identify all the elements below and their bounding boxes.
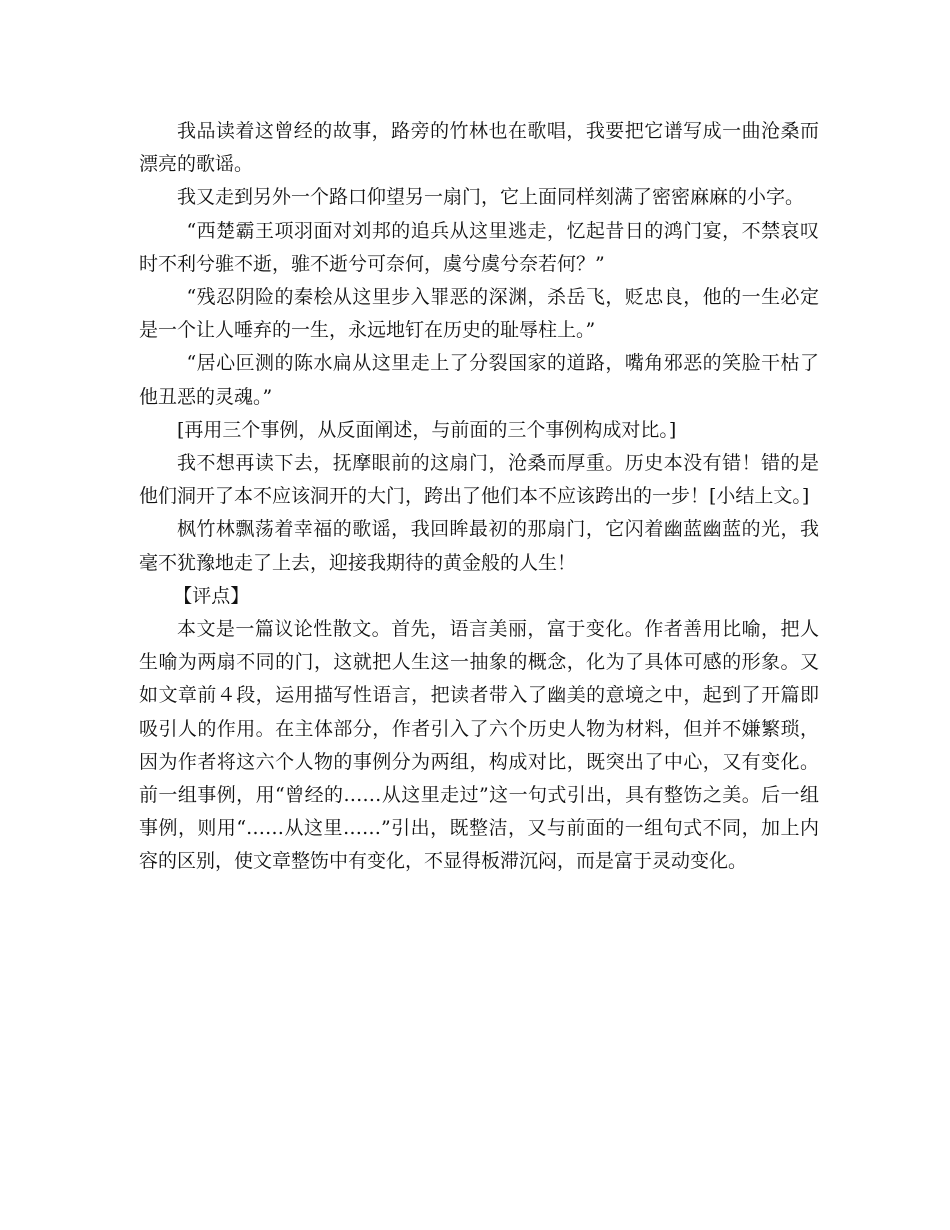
quote-chen-shuibian: “居心叵测的陈水扁从这里走上了分裂国家的道路，嘴角邪恶的笑脸干枯了他丑恶的灵魂。” [139,352,819,408]
annotation-contrast: [再用三个事例，从反面阐述，与前面的三个事例构成对比。] [177,418,677,441]
quote-qin-hui: “残忍阴险的秦桧从这里步入罪恶的深渊，杀岳飞，贬忠良，他的一生必定是一个让人唾弃的一生，永远地钉在历史的耻辱柱上。” [139,286,819,342]
paragraph-another-door: 我又走到另外一个路口仰望另一扇门，它上面同样刻满了密密麻麻的小字。 [177,186,805,209]
commentary-body: 本文是一篇议论性散文。首先，语言美丽，富于变化。作者善用比喻，把人生喻为两扇不同的门，这就把人生这一抽象的概念，化为了具体可感的形象。又如文章前４段，运用描写性语言，把读者带入了幽美的意境之中，起到了开篇即吸引人的作用。在主体部分，作者引入了六个历史人物为材料，但并不嫌繁琐，因为作者将这六个人物的事例分为两组，构成对比，既突出了中心，又有变化。前一组事例，用“曾经的……从这里走过”这一句式引出，具有整饬之美。后一组事例，则用“……从这里……”引出，既整洁，又与前面的一组句式不同，加上内容的区别，使文章整饬中有变化，不显得板滞沉闷，而是富于灵动变化。 [139,618,819,873]
document-body [139,115,819,879]
paragraph-song-of-bamboo: 我品读着这曾经的故事，路旁的竹林也在歌唱，我要把它谱写成一曲沧桑而漂亮的歌谣。 [139,120,819,176]
paragraph-golden-life: 枫竹林飘荡着幸福的歌谣，我回眸最初的那扇门，它闪着幽蓝幽蓝的光，我毫不犹豫地走了上去，迎接我期待的黄金般的人生！ [139,518,819,574]
quote-xiang-yu: “西楚霸王项羽面对刘邦的追兵从这里逃走，忆起昔日的鸿门宴，不禁哀叹时不利兮骓不逝，骓不逝兮可奈何，虞兮虞兮奈若何？” [139,219,819,275]
paragraph-history-not-wrong: 我不想再读下去，抚摩眼前的这扇门，沧桑而厚重。历史本没有错！错的是他们洞开了本不应该洞开的大门，跨出了他们本不应该跨出的一步！[小结上文。] [139,452,819,508]
commentary-heading: 【评点】 [173,584,250,607]
